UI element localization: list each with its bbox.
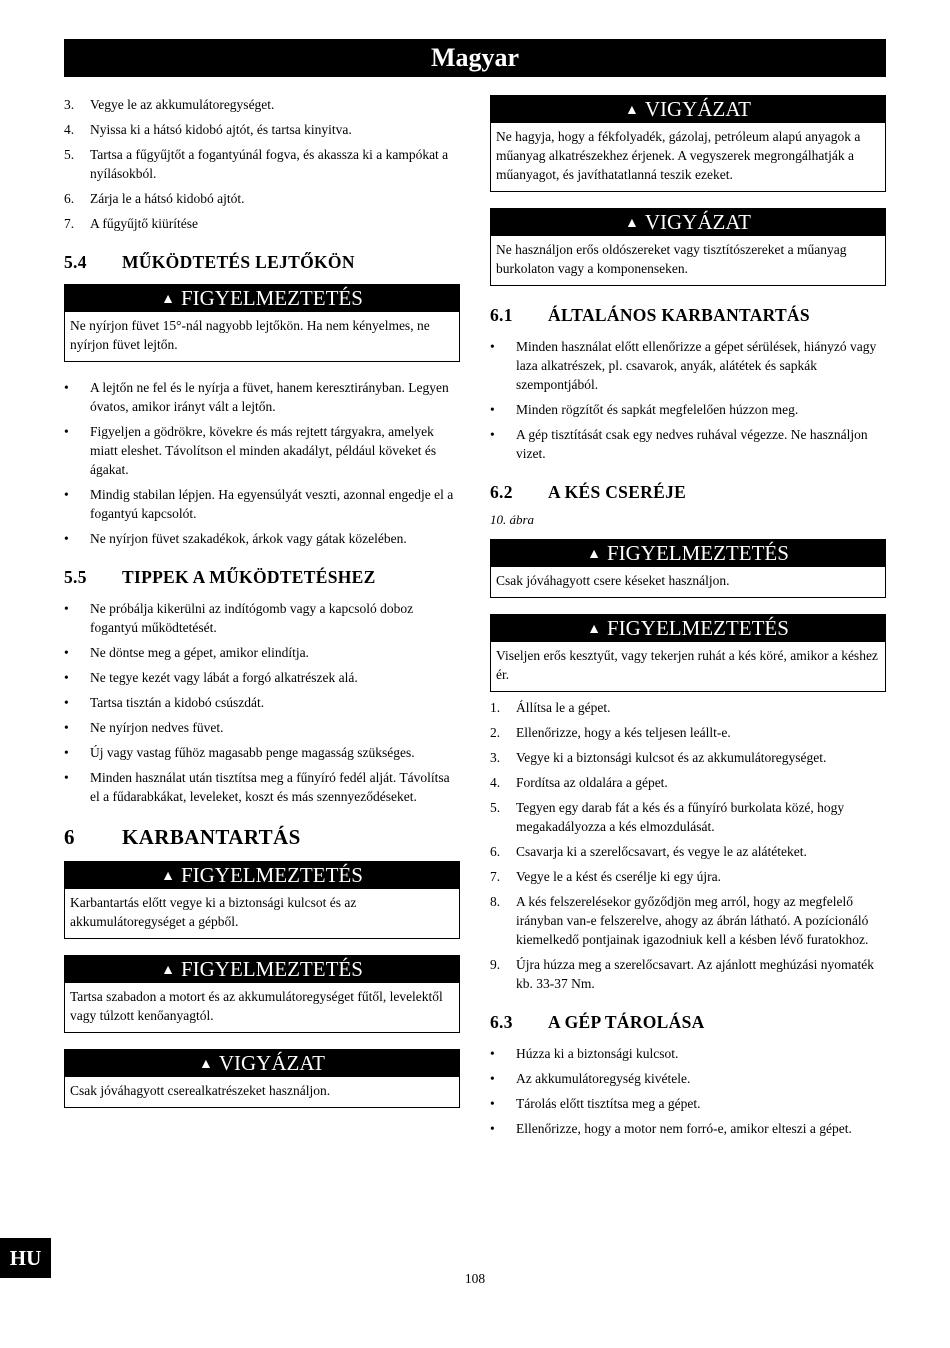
list-item: • Ellenőrizze, hogy a motor nem forró-e, amikor elteszi a gépet. — [490, 1119, 886, 1138]
list-item: • Tartsa tisztán a kidobó csúszdát. — [64, 693, 460, 712]
steps-6-2-list — [490, 698, 886, 993]
list-item: • Mindig stabilan lépjen. Ha egyensúlyát veszti, azonnal engedje el a fogantyú kapcsolót. — [64, 485, 460, 523]
steps-top-list — [64, 95, 460, 233]
list-item: 1. Állítsa le a gépet. — [490, 700, 611, 715]
list-item: 3. Vegye ki a biztonsági kulcsot és az akkumulátoregységet. — [490, 750, 827, 765]
caution-box: ▲ VIGYÁZAT Ne használjon erős oldószereket vagy tisztítószereket a műanyag burkolaton vagy a komponenseken. — [490, 208, 886, 286]
list-item: • Ne próbálja kikerülni az indítógomb vagy a kapcsoló doboz fogantyú működtetését. — [64, 599, 460, 637]
list-item: 4. Fordítsa az oldalára a gépet. — [490, 775, 668, 790]
warning-triangle-icon: ▲ — [198, 1057, 213, 1072]
list-item: • Figyeljen a gödrökre, kövekre és más rejtett tárgyakra, amelyek miatt eleshet. Távolítson el minden akadályt, például köveket és ágakat. — [64, 422, 460, 479]
list-item: • Az akkumulátoregység kivétele. — [490, 1069, 886, 1088]
warning-box: ▲ FIGYELMEZTETÉS Tartsa szabadon a motort és az akkumulátoregységet fűtől, levelektől vagy túlzott kenőanyagtól. — [64, 955, 460, 1033]
list-item: • Ne döntse meg a gépet, amikor elindítja. — [64, 643, 460, 662]
list-item: • Ne tegye kezét vagy lábát a forgó alkatrészek alá. — [64, 668, 460, 687]
section-heading-6-3: 6.3 A GÉP TÁROLÁSA — [490, 1012, 705, 1032]
list-item: 6. Zárja le a hátsó kidobó ajtót. — [64, 191, 245, 206]
list-item: • Új vagy vastag fűhöz magasabb penge magasság szükséges. — [64, 743, 460, 762]
warning-box: ▲ FIGYELMEZTETÉS Ne nyírjon füvet 15°-nál nagyobb lejtőkön. Ha nem kényelmes, ne nyírjon füvet lejtőn. — [64, 284, 460, 362]
warning-box: ▲ FIGYELMEZTETÉS Csak jóváhagyott csere késeket használjon. — [490, 539, 886, 598]
caution-box: ▲ VIGYÁZAT Csak jóváhagyott cserealkatrészeket használjon. — [64, 1049, 460, 1108]
section-heading-6-2: 6.2 A KÉS CSERÉJE — [490, 482, 687, 502]
list-item: 7. A fűgyűjtő kiürítése — [64, 216, 198, 231]
section-heading-6-1: 6.1 ÁLTALÁNOS KARBANTARTÁS — [490, 305, 810, 325]
figure-reference: 10. ábra — [490, 512, 535, 527]
warning-box: ▲ FIGYELMEZTETÉS Viseljen erős kesztyűt, vagy tekerjen ruhát a kés köré, amikor a késhez ér. — [490, 614, 886, 692]
list-item: 9. Újra húzza meg a szerelőcsavart. Az ajánlott meghúzási nyomaték kb. 33-37 Nm. — [490, 957, 874, 991]
warning-triangle-icon: ▲ — [624, 103, 639, 118]
bullets-6-1 — [490, 337, 886, 463]
section-heading-5-5: 5.5 TIPPEK A MŰKÖDTETÉSHEZ — [64, 567, 376, 587]
list-item: 3. Vegye le az akkumulátoregységet. — [64, 97, 275, 112]
list-item: 8. A kés felszerelésekor győződjön meg arról, hogy az megfelelő irányban van-e felszerelve, ahogy az ábrán látható. A pozícionáló kiemelkedő pontjainak igazodniuk kell a késben lévő furatokhoz. — [490, 894, 869, 947]
list-item: 5. Tartsa a fűgyűjtőt a fogantyúnál fogva, és akassza ki a kampókat a nyílásokból. — [64, 147, 449, 181]
left-column — [64, 95, 460, 1124]
list-item: • A gép tisztítását csak egy nedves ruhával végezze. Ne használjon vizet. — [490, 425, 886, 463]
list-item: 6. Csavarja ki a szerelőcsavart, és vegye le az alátéteket. — [490, 844, 807, 859]
page-number: 108 — [464, 1271, 486, 1286]
right-column — [490, 95, 886, 1144]
bullets-6-3 — [490, 1044, 886, 1138]
list-item: • Ne nyírjon füvet szakadékok, árkok vagy gátak közelében. — [64, 529, 460, 548]
list-item: • Minden rögzítőt és sapkát megfelelően húzzon meg. — [490, 400, 886, 419]
warning-triangle-icon: ▲ — [161, 963, 175, 978]
language-tab: HU — [0, 1238, 51, 1278]
warning-triangle-icon: ▲ — [587, 547, 601, 562]
page-header: Magyar — [64, 39, 886, 77]
bullets-5-5 — [64, 599, 460, 806]
list-item: 4. Nyissa ki a hátsó kidobó ajtót, és tartsa kinyitva. — [64, 122, 352, 137]
list-item: 7. Vegye le a kést és cserélje ki egy újra. — [490, 869, 722, 884]
warning-triangle-icon: ▲ — [587, 622, 601, 637]
warning-triangle-icon: ▲ — [161, 292, 175, 307]
caution-box: ▲ VIGYÁZAT Ne hagyja, hogy a fékfolyadék, gázolaj, petróleum alapú anyagok a műanyag alkatrészekhez érjenek. A vegyszerek megrongálhatják a műanyagot, és javíthatatlanná teszik ezeket. — [490, 95, 886, 192]
list-item: • A lejtőn ne fel és le nyírja a füvet, hanem keresztirányban. Legyen óvatos, amikor irányt vált a lejtőn. — [64, 378, 460, 416]
list-item: • Tárolás előtt tisztítsa meg a gépet. — [490, 1094, 886, 1113]
section-heading-5-4: 5.4 MŰKÖDTETÉS LEJTŐKÖN — [64, 252, 355, 272]
warning-triangle-icon: ▲ — [624, 216, 639, 231]
list-item: 2. Ellenőrizze, hogy a kés teljesen leállt-e. — [490, 725, 731, 740]
bullets-5-4 — [64, 378, 460, 548]
list-item: • Húzza ki a biztonsági kulcsot. — [490, 1044, 886, 1063]
list-item: • Minden használat után tisztítsa meg a fűnyíró fedél alját. Távolítsa el a fűdarabkákat, leveleket, koszt és más szennyeződéseket. — [64, 768, 460, 806]
list-item: • Minden használat előtt ellenőrizze a gépet sérülések, hiányzó vagy laza alkatrészek, pl. csavarok, anyák, alátétek és sapkák szempontjából. — [490, 337, 886, 394]
chapter-heading-6: 6 KARBANTARTÁS — [64, 825, 301, 849]
warning-triangle-icon: ▲ — [161, 869, 175, 884]
list-item: • Ne nyírjon nedves füvet. — [64, 718, 460, 737]
warning-box: ▲ FIGYELMEZTETÉS Karbantartás előtt vegye ki a biztonsági kulcsot és az akkumulátoregységet a gépből. — [64, 861, 460, 939]
list-item: 5. Tegyen egy darab fát a kés és a fűnyíró burkolata közé, hogy megakadályozza a kés elmozdulását. — [490, 800, 845, 834]
